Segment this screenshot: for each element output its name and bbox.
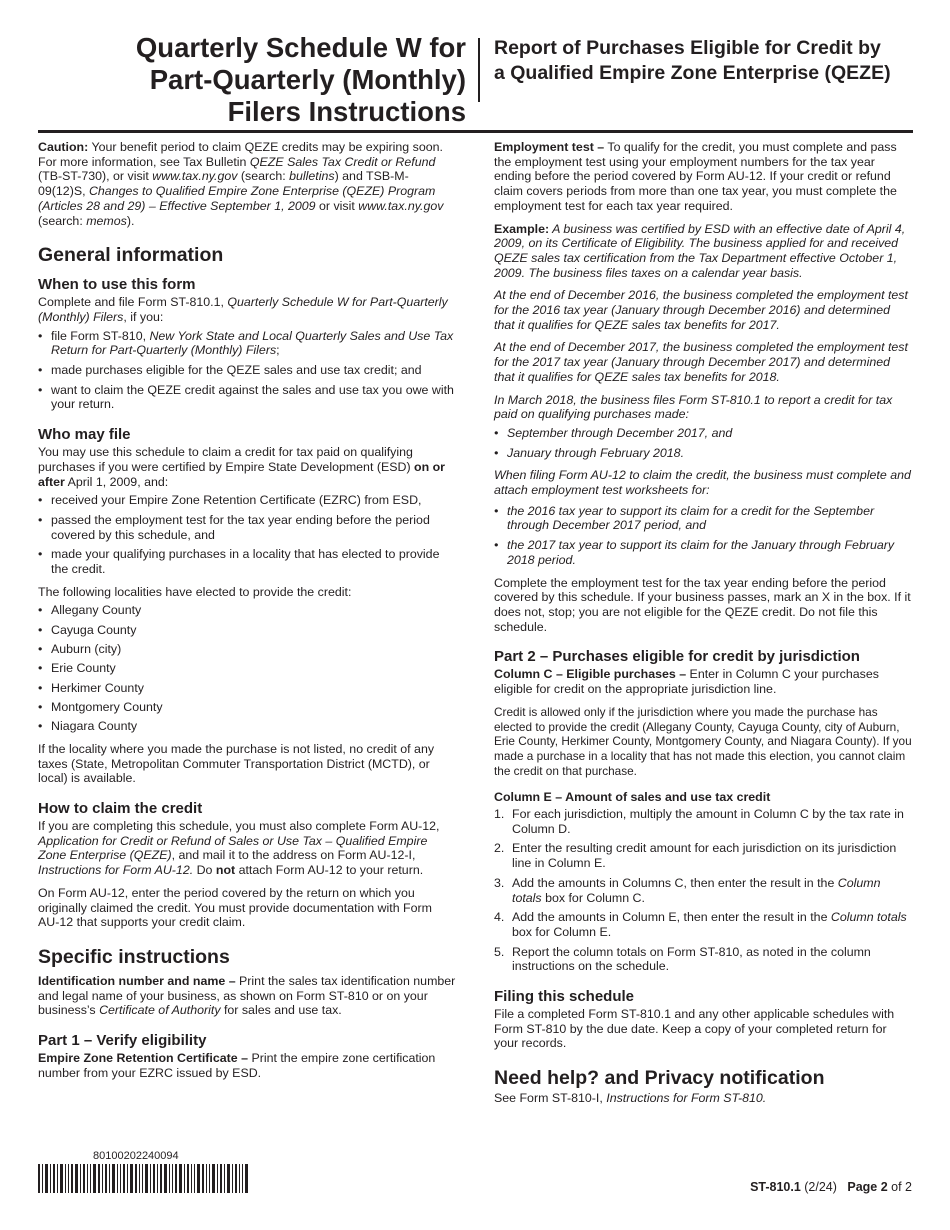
- subsection-heading: Part 2 – Purchases eligible for credit by jurisdiction: [494, 648, 860, 666]
- paragraph: [38, 974, 456, 1018]
- text: Quarterly Schedule W for Part-Quarterly (Monthly) Filers: [38, 295, 448, 324]
- text: (search:: [237, 169, 290, 184]
- text: Example:: [494, 221, 550, 236]
- text: ) and TSB-M-09(12)S,: [38, 169, 409, 199]
- subsection-heading: Filing this schedule: [494, 988, 635, 1006]
- paragraph: Complete the employment test for the tax year ending before the period covered by this schedule. If your business passes, mark an X in the box. If it does not, stop; you are not eligible for the QEZE credit. Do not file this schedule.: [494, 575, 911, 634]
- text: on or after: [38, 459, 445, 489]
- bullet-list: [494, 504, 912, 568]
- text: Complete and file Form ST-810.1,: [38, 295, 228, 310]
- text: attach Form AU-12 to your return.: [235, 863, 424, 878]
- section-heading: Specific instructions: [38, 945, 230, 968]
- example-paragraph: [494, 222, 912, 281]
- subsection-heading: Who may file: [38, 426, 131, 444]
- text: memos: [86, 213, 127, 228]
- list-item: • Allegany County: [38, 603, 456, 618]
- text: , and mail it to the address on Form AU-12-I,: [171, 848, 416, 863]
- paragraph: If the locality where you made the purchase is not listed, no credit of any taxes (State, Metropolitan Commuter Transportation District (MCTD), or local) is available.: [38, 741, 435, 786]
- link[interactable]: www.tax.ny.gov: [152, 169, 238, 184]
- list-item: • January through February 2018.: [494, 446, 912, 461]
- list-item: • made your qualifying purchases in a locality that has elected to provide the credit.: [38, 547, 456, 576]
- list-item: • Cayuga County: [38, 623, 456, 638]
- bullet-list: [494, 426, 912, 460]
- text: New York State and Local Quarterly Sales and Use Tax Return for Part-Quarterly (Monthly) Filers: [51, 328, 454, 358]
- right-column: [494, 140, 912, 1114]
- text: QEZE Sales Tax Credit or Refund: [249, 154, 436, 169]
- list-item: [38, 329, 456, 358]
- title-line: Quarterly Schedule W for: [135, 32, 466, 63]
- example-paragraph: When filing Form AU-12 to claim the credit, the business must complete and attach employment test worksheets for:: [494, 468, 911, 498]
- text: bulletins: [289, 169, 335, 184]
- paragraph: [494, 667, 912, 696]
- list-item: • passed the employment test for the tax year ending before the period covered by this schedule, and: [38, 513, 456, 542]
- text: file Form ST-810,: [51, 328, 150, 343]
- text: See Form ST-810-I,: [494, 1091, 607, 1106]
- barcode-image: [38, 1164, 248, 1193]
- section-heading: Need help? and Privacy notification: [494, 1067, 825, 1090]
- caution-label: Caution:: [38, 140, 89, 154]
- list-item: • Herkimer County: [38, 681, 456, 696]
- text: Enter the resulting credit amount for each jurisdiction on its jurisdiction line in Column E.: [512, 841, 897, 871]
- text: April 1, 2009, and:: [64, 474, 169, 489]
- list-item: • Erie County: [38, 661, 456, 676]
- text: Add the amounts in Column E, then enter the result in the: [512, 910, 831, 925]
- caution-paragraph: [38, 140, 456, 228]
- paragraph: [38, 445, 456, 489]
- form-revision: (2/24): [800, 1180, 837, 1194]
- text: box for Column E.: [512, 924, 612, 939]
- page-number: Page 2: [847, 1180, 888, 1194]
- text: Certificate of Authority: [99, 1003, 221, 1018]
- text: If you are completing this schedule, you must also complete Form AU-12,: [38, 819, 440, 834]
- text: (search:: [38, 213, 87, 228]
- barcode-number: 80100202240094: [93, 1150, 179, 1162]
- subsection-heading: How to claim the credit: [38, 800, 203, 818]
- text: Employment test –: [494, 140, 605, 154]
- text: ).: [126, 213, 135, 228]
- list-item: • received your Empire Zone Retention Certificate (EZRC) from ESD,: [38, 493, 456, 508]
- document-subtitle: [494, 36, 891, 85]
- list-item: • Montgomery County: [38, 700, 456, 715]
- page-total: of 2: [887, 1180, 912, 1194]
- subsection-heading: Part 1 – Verify eligibility: [38, 1032, 207, 1050]
- paragraph: [38, 1051, 456, 1080]
- text: Your benefit period to claim QEZE credits may be expiring soon. For more information, see Tax Bulletin: [38, 140, 443, 169]
- text: Identification number and name –: [38, 973, 236, 988]
- paragraph: File a completed Form ST-810.1 and any other applicable schedules with Form ST-810 by the due date. Keep a copy of your completed return for your records.: [494, 1007, 895, 1051]
- text: box for Column C.: [541, 890, 645, 905]
- text: or visit: [315, 198, 359, 213]
- example-paragraph: At the end of December 2016, the business completed the employment test for the 2016 tax year (January through December 2016) and determined that it qualifies for QEZE sales tax benefits for 2017.: [494, 288, 908, 332]
- title-line: Part-Quarterly (Monthly): [149, 64, 466, 95]
- list-item: 3. Add the amounts in Columns C, then enter the result in the Column totals box for Column C.: [494, 875, 881, 905]
- list-item: • made purchases eligible for the QEZE sales and use tax credit; and: [38, 363, 456, 378]
- text: (TB-ST-730), or visit: [38, 169, 153, 184]
- header-divider: [478, 38, 480, 102]
- list-item: 4. Add the amounts in Column E, then enter the result in the Column totals box for Column E.: [494, 910, 907, 939]
- paragraph: The following localities have elected to provide the credit:: [38, 584, 352, 599]
- text: Report the column totals on Form ST-810, as noted in the column instructions on the schedule.: [512, 944, 871, 974]
- bullet-list: [38, 493, 456, 577]
- page-header: [38, 32, 913, 133]
- text: , if you:: [123, 309, 164, 324]
- subsection-heading: When to use this form: [38, 276, 196, 294]
- list-item: • the 2016 tax year to support its claim for a credit for the September through December 2017 period, and: [494, 504, 912, 533]
- text: A business was certified by ESD with an effective date of April 4, 2009, on its Certificate of Eligibility. The business applied for and received QEZE sales tax certification from the Tax Department effective October 1, 2009. The business files taxes on a calendar year basis.: [494, 221, 906, 280]
- paragraph: [38, 295, 456, 324]
- locality-list: [38, 603, 456, 733]
- text: Column totals: [830, 910, 907, 925]
- text: To qualify for the credit, you must complete and pass the employment test using your employment numbers for the tax year ending before the period covered by Form AU-12. If your credit or refund claim covers periods from more than one tax year, you must complete the employment test for each tax year required.: [494, 140, 897, 213]
- paragraph: Credit is allowed only if the jurisdiction where you made the purchase has elected to provide the credit (Allegany County, Cayuga County, city of Auburn, Erie County, Herkimer County, Montgomery County, and Niagara County). If you made a purchase in a locality that has not made this election, you cannot claim the credit on that purchase.: [494, 704, 912, 778]
- text: Column C – Eligible purchases –: [494, 667, 687, 682]
- paragraph: [38, 819, 456, 878]
- list-item: • Niagara County: [38, 719, 456, 734]
- text: ;: [276, 343, 280, 358]
- text: for sales and use tax.: [220, 1003, 342, 1018]
- text: You may use this schedule to claim a credit for tax paid on qualifying purchases if you were certified by Empire State Development (ESD): [38, 445, 415, 474]
- title-line: Filers Instructions: [227, 96, 466, 127]
- list-item: 1. For each jurisdiction, multiply the amount in Column C by the tax rate in Column D.: [494, 807, 904, 836]
- text: Print the sales tax identification number and legal name of your business, as shown on Form ST-810 or on your business’s: [38, 973, 456, 1018]
- link[interactable]: www.tax.ny.gov: [358, 198, 444, 213]
- text: Print the empire zone certification number from your EZRC issued by ESD.: [38, 1051, 436, 1080]
- text: Changes to Qualified Empire Zone Enterprise (QEZE) Program (Articles 28 and 29) – Effective September 1, 2009: [38, 184, 436, 213]
- page-footer: [750, 1180, 912, 1194]
- column-heading: Column E – Amount of sales and use tax credit: [494, 790, 771, 805]
- numbered-list: [494, 807, 912, 974]
- example-paragraph: At the end of December 2017, the business completed the employment test for the 2017 tax year (January through December 2017) and determined that it qualifies for QEZE sales tax benefits for 2018.: [494, 340, 908, 384]
- text: not: [215, 863, 236, 878]
- text: Do: [193, 863, 216, 878]
- text: Instructions for Form AU-12.: [38, 863, 194, 878]
- list-item: • September through December 2017, and: [494, 426, 912, 441]
- paragraph: [494, 140, 912, 214]
- left-column: [38, 140, 456, 1089]
- form-id: ST-810.1: [750, 1180, 801, 1194]
- section-heading: General information: [38, 244, 224, 267]
- list-item: 5. Report the column totals on Form ST-810, as noted in the column instructions on the schedule.: [494, 944, 871, 974]
- text: Add the amounts in Columns C, then enter the result in the: [512, 875, 838, 890]
- list-item: 2. Enter the resulting credit amount for each jurisdiction on its jurisdiction line in Column E.: [494, 841, 897, 871]
- list-item: • want to claim the QEZE credit against the sales and use tax you owe with your return.: [38, 383, 456, 412]
- paragraph: [494, 1091, 912, 1106]
- text: Instructions for Form ST-810.: [606, 1091, 767, 1106]
- text: Enter in Column C your purchases eligible for credit on the appropriate jurisdiction line.: [494, 667, 879, 697]
- list-item: • the 2017 tax year to support its claim for the January through February 2018 period.: [494, 538, 912, 567]
- text: Application for Credit or Refund of Sales or Use Tax – Qualified Empire Zone Enterprise (QEZE): [38, 833, 428, 863]
- bullet-list: [38, 329, 456, 413]
- document-title: [38, 32, 466, 128]
- text: For each jurisdiction, multiply the amount in Column C by the tax rate in Column D.: [512, 807, 904, 836]
- text: Empire Zone Retention Certificate –: [38, 1051, 248, 1066]
- list-item: • Auburn (city): [38, 642, 456, 657]
- subtitle-line: Report of Purchases Eligible for Credit by: [494, 37, 881, 59]
- paragraph: On Form AU-12, enter the period covered by the return on which you originally claimed the credit. You must provide documentation with Form AU-12 that supports your credit claim.: [38, 885, 432, 930]
- text: Column totals: [512, 875, 881, 905]
- subtitle-line: a Qualified Empire Zone Enterprise (QEZE): [494, 61, 891, 84]
- example-paragraph: In March 2018, the business files Form ST-810.1 to report a credit for tax paid on qualifying purchases made:: [494, 392, 893, 422]
